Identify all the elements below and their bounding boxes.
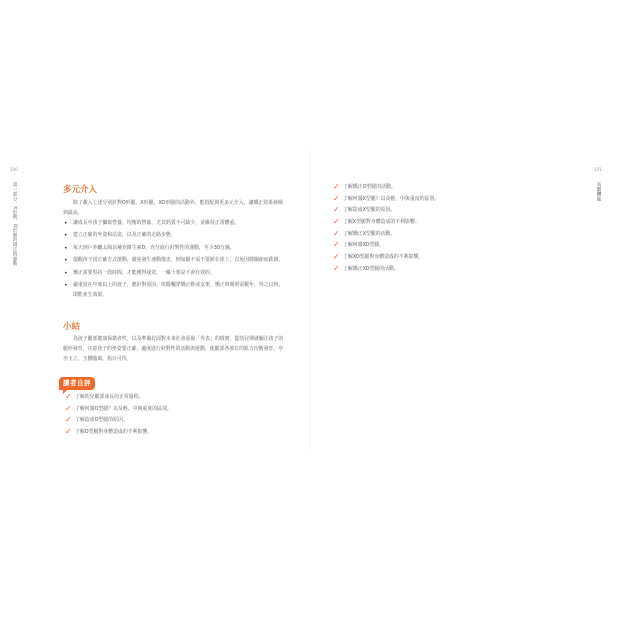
intervention-list (63, 219, 285, 303)
list-item: • 矯正需要堅持一段時間，才能獲得成效，一曝十寒是不會有效的。 (64, 269, 215, 277)
checklist-item: ✓ 了解X型腿對身體造成的不利影響。 (333, 217, 420, 227)
checklist-item: ✓ 了解O型腿對身體造成的不利影響。 (65, 427, 153, 437)
bullet-icon: • (64, 244, 68, 252)
summary-paragraph (63, 334, 287, 364)
checkmark-icon: ✓ (333, 252, 340, 262)
intro-paragraph (63, 198, 283, 218)
checkmark-icon: ✓ (333, 228, 340, 238)
review-checklist-left (65, 392, 172, 439)
checklist-item: ✓ 了解幼兒腿部成長的正常過程。 (65, 392, 144, 401)
bullet-icon: • (64, 269, 68, 277)
checklist-item: ✓ 了解XO型腿對身體造成的不利影響。 (333, 252, 424, 262)
checklist-item: ✓ 了解造成O型腿的原因。 (65, 415, 128, 425)
checkmark-icon: ✓ (333, 182, 340, 191)
page-gutter (309, 150, 310, 450)
checkmark-icon: ✓ (65, 415, 72, 425)
checklist-item: ✓ 了解何謂X型腿？以及輕、中與重度的區別。 (333, 193, 440, 203)
bullet-icon: • (64, 281, 68, 289)
list-item: • 提醒孩子用正確方式運動，避免發生運動傷害，例如腿不需不要跨在球上，以免因膝關節而跌倒。 (64, 257, 284, 265)
page-number-left: 100 (10, 167, 18, 172)
checkmark-icon: ✓ (333, 217, 340, 227)
section-title-summary: 小結 (63, 322, 81, 332)
list-item: • 嚴重度在中度以上的孩子，應針對原因，依醫囑穿矯正鞋或支架，矯正時間則需數年，待之以恆，即能產生效果。 (64, 281, 284, 298)
running-head-left: 第一部分：X形腿、O形腿的矯正與運動 (12, 182, 17, 266)
checkmark-icon: ✓ (333, 240, 340, 250)
checkmark-icon: ✓ (333, 263, 340, 273)
running-head-right: 長期體能 (596, 182, 601, 202)
checkmark-icon: ✓ (65, 403, 72, 413)
bullet-icon: • (64, 232, 68, 240)
intro-text: 除了載入上述分別針對O形腿、X形腿、XO形腿的活動外，能搭配與更多元介入，讓矯正效果發揮到最高。 (63, 200, 283, 216)
checklist-item: ✓ 了解矯正O型腿的活動。 (333, 182, 396, 191)
list-item: • 每天到戶外曬太陽以補充維生素D，充分進行針對性的運動，至少30分鐘。 (64, 244, 235, 252)
checkmark-icon: ✓ (333, 205, 340, 215)
list-item: • 建立正確的坐姿和站姿，以及正確的走路步態。 (64, 232, 176, 240)
checkmark-icon: ✓ (333, 193, 340, 203)
summary-text: 為孩子腿部健康保衛者性，以及準備好面對未來社會重視「外表」的現實，從幼兒期就關注孩子的腿形發育，注意孩子的坐姿要正確，適度進行針對性的活動與運動，使腿部各部位的肌力均衡發育，亭亭玉立、玉樹臨風，指日可待。 (63, 336, 284, 362)
section-title-multi-intervention: 多元介入 (63, 185, 98, 195)
checkmark-icon: ✓ (65, 392, 72, 401)
bullet-icon: • (64, 220, 68, 227)
checklist-item: ✓ 了解矯正XO型腿的活動。 (333, 263, 399, 273)
checklist-item: ✓ 了解何謂O型腿？以及輕、中與重度的區別。 (65, 403, 172, 413)
checklist-item: ✓ 了解造成X型腿的原因。 (333, 205, 396, 215)
reader-self-assessment-badge: 讀者自評 (59, 377, 95, 390)
checklist-item: ✓ 了解矯正X型腿的活動。 (333, 228, 396, 238)
checklist-item: ✓ 了解何謂XO型腿。 (333, 240, 385, 250)
page-number-right: 101 (594, 167, 602, 172)
review-checklist-right (333, 182, 439, 276)
list-item: • 讓成長中孩子攝取營養，均衡的營養，尤其鈣質不可缺少，並維持正常體重。 (64, 220, 240, 227)
checkmark-icon: ✓ (65, 427, 72, 437)
bullet-icon: • (64, 257, 68, 265)
